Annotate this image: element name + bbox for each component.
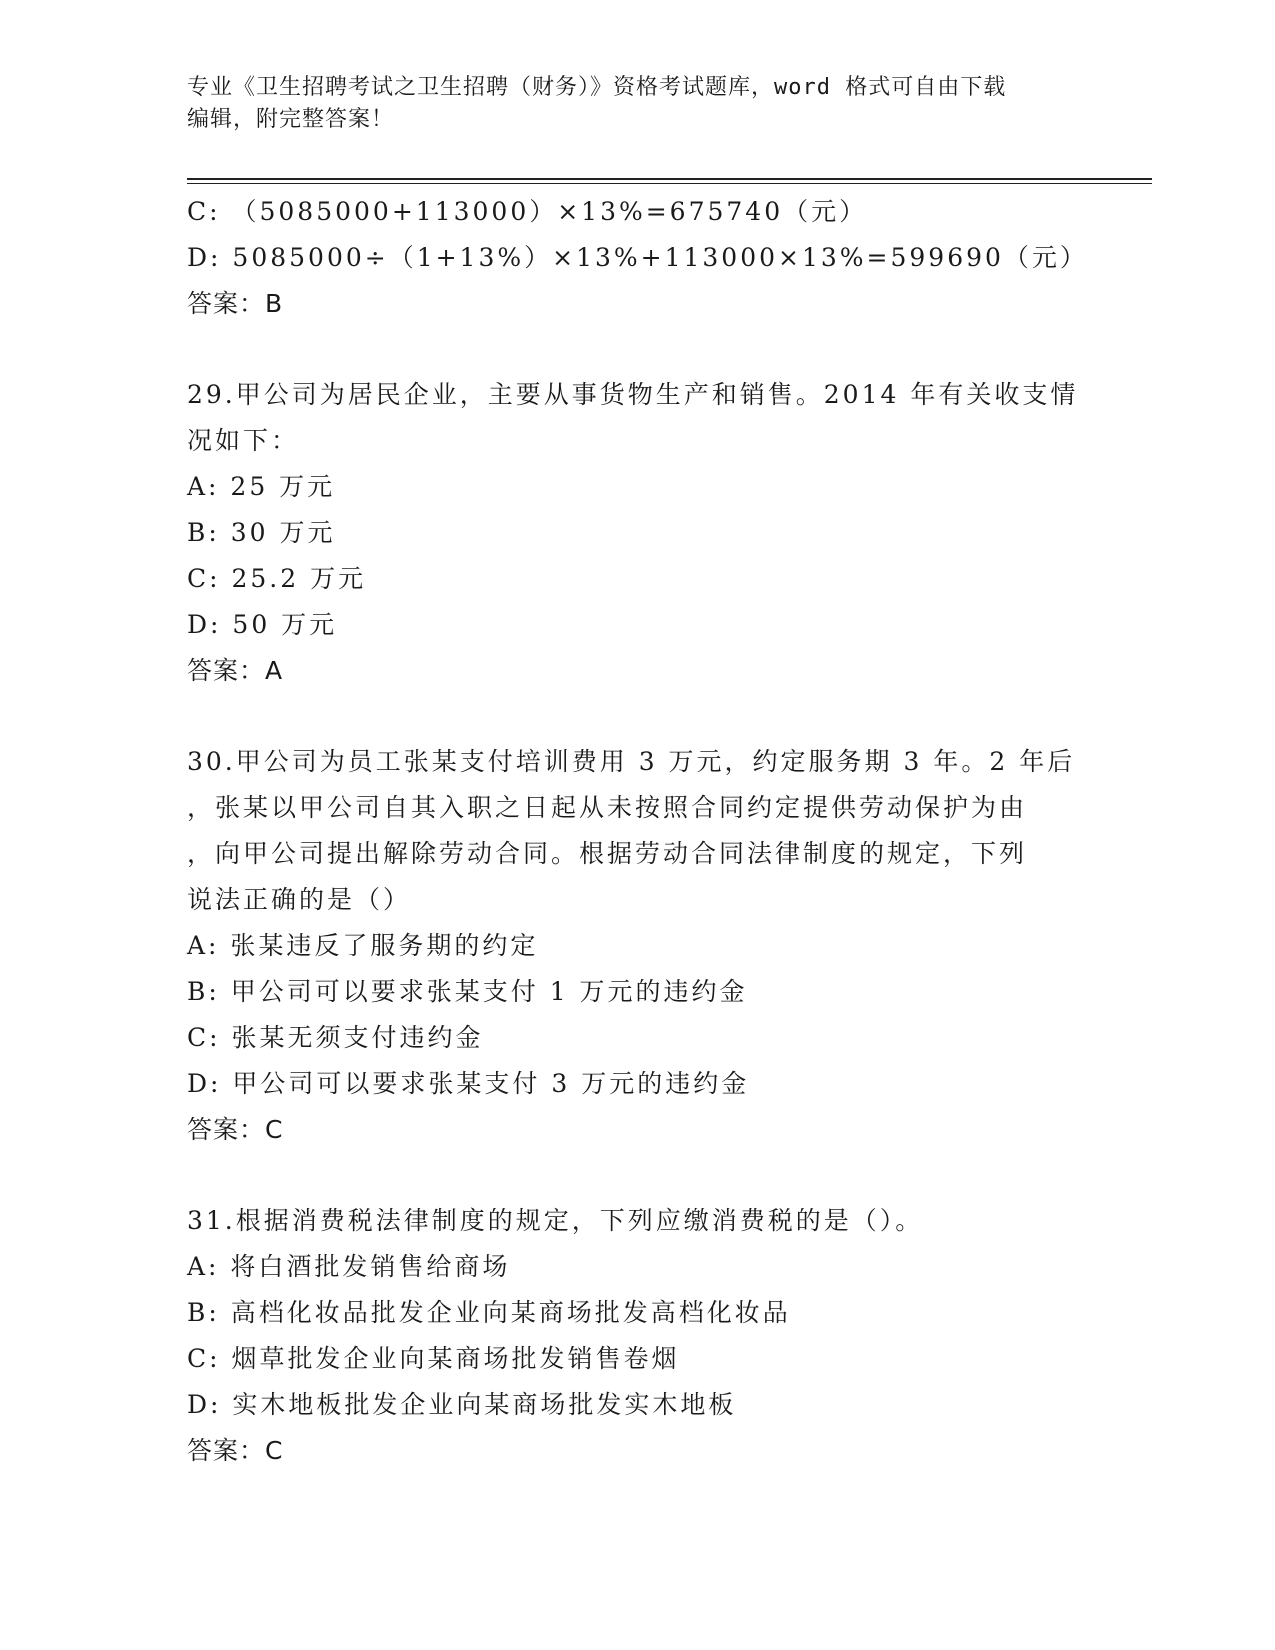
document-header bbox=[187, 72, 1087, 136]
option-d: D: 5085000÷（1+13%）×13%+113000×13%=599690（元） bbox=[187, 243, 1088, 272]
option-a: A: 将白酒批发销售给商场 bbox=[187, 1252, 511, 1281]
header-line-2: 编辑，附完整答案！ bbox=[187, 107, 395, 132]
option-c: C: （5085000+113000）×13%=675740（元） bbox=[187, 197, 868, 226]
question-stem: 况如下： bbox=[187, 426, 300, 455]
question-29 bbox=[187, 372, 1107, 694]
option-c: C: 25.2 万元 bbox=[187, 564, 367, 593]
question-stem: 30.甲公司为员工张某支付培训费用 3 万元，约定服务期 3 年。2 年后 bbox=[187, 747, 1076, 776]
option-a: A: 张某违反了服务期的约定 bbox=[187, 931, 539, 960]
question-31 bbox=[187, 1198, 1107, 1474]
option-d: D: 甲公司可以要求张某支付 3 万元的违约金 bbox=[187, 1069, 750, 1098]
question-30 bbox=[187, 739, 1107, 1153]
option-d: D: 实木地板批发企业向某商场批发实木地板 bbox=[187, 1390, 737, 1419]
question-stem: 说法正确的是（） bbox=[187, 885, 412, 914]
option-d: D: 50 万元 bbox=[187, 610, 338, 639]
answer-label: 答案：B bbox=[187, 289, 284, 318]
answer-label: 答案：A bbox=[187, 656, 284, 685]
answer-label: 答案：C bbox=[187, 1115, 284, 1144]
option-b: B: 甲公司可以要求张某支付 1 万元的违约金 bbox=[187, 977, 748, 1006]
spacer bbox=[187, 1153, 1107, 1198]
option-c: C: 烟草批发企业向某商场批发销售卷烟 bbox=[187, 1344, 680, 1373]
option-c: C: 张某无须支付违约金 bbox=[187, 1023, 484, 1052]
spacer bbox=[187, 327, 1107, 372]
question-stem: ，张某以甲公司自其入职之日起从未按照合同约定提供劳动保护为由 bbox=[187, 793, 1028, 822]
header-divider-thick bbox=[187, 178, 1152, 180]
option-a: A: 25 万元 bbox=[187, 472, 336, 501]
question-content bbox=[187, 189, 1107, 1474]
header-divider-thin bbox=[187, 183, 1152, 184]
spacer bbox=[187, 694, 1107, 739]
header-line-1: 专业《卫生招聘考试之卫生招聘（财务）》资格考试题库，word 格式可自由下载 bbox=[187, 75, 1007, 100]
answer-label: 答案：C bbox=[187, 1436, 284, 1465]
question-stem: 31.根据消费税法律制度的规定，下列应缴消费税的是（）。 bbox=[187, 1206, 924, 1235]
question-stem: 29.甲公司为居民企业，主要从事货物生产和销售。2014 年有关收支情 bbox=[187, 380, 1079, 409]
option-b: B: 高档化妆品批发企业向某商场批发高档化妆品 bbox=[187, 1298, 791, 1327]
option-b: B: 30 万元 bbox=[187, 518, 336, 547]
question-stem: ，向甲公司提出解除劳动合同。根据劳动合同法律制度的规定，下列 bbox=[187, 839, 1028, 868]
question-28-tail bbox=[187, 189, 1107, 327]
